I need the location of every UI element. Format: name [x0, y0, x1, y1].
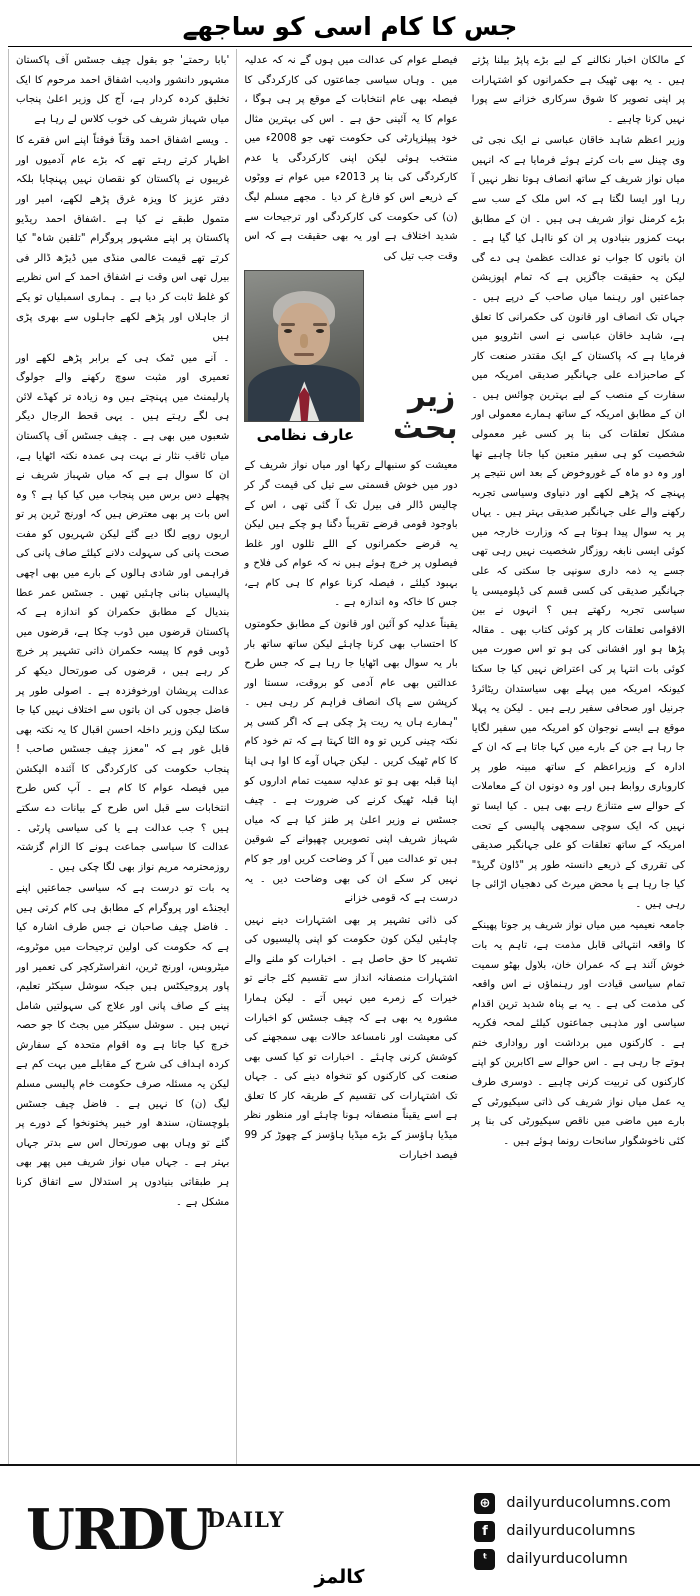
- facebook-handle: dailyurducolumns: [506, 1523, 636, 1539]
- author-name: عارف نظامی: [256, 426, 355, 445]
- column-section-label: زیر بحث: [393, 379, 458, 446]
- paragraph: معیشت کو سنبھالے رکھا اور میاں نواز شریف کے دور میں خوش قسمتی سے تیل کی قیمت گر کر چالیس ڈالر فی بیرل تک آ گئی تھی ، اس کے باوجود قومی قرضے تقریباً دگنا ہو چکے ہیں لیکن یہ قرضے حکمرانوں کے اللے تللوں اور غلط فیصلوں پر خرچ ہوئے ہیں نہ کہ عوام کی فلاح و بہبود کیلئے ، فیصلہ کرنا عوام کا ہی کام ہے، جس کا خاکہ وہ اندازہ ہے ۔: [244, 460, 458, 609]
- article-column-1: [8, 49, 236, 1479]
- social-link-twitter[interactable]: [474, 1549, 671, 1570]
- paragraph: وزیر اعظم شاہد خاقان عباسی نے ایک نجی ٹی وی چینل سے بات کرتے ہوئے فرمایا ہے کہ انہیں میاں نواز شریف کے ساتھ انصاف ہوتا نظر نہیں آ رہا اور ایسا لگتا ہے کہ اس ملک کے سب سے بڑے کرمنل نواز شریف ہی ہیں ۔ ان کے مطابق بہت کمزور بنیادوں پر ان کو نااہل کیا گیا ہے ۔ ان باتوں کا جواب تو عدالت عظمیٰ ہی دے گی لیکن یہ حقیقت جاگزیں ہے کہ تمام اپوزیشن جماعتیں اور رہنما میاں صاحب کے درپے ہیں ۔ جہاں تک انصاف اور قانون کی حکمرانی کا تعلق ہے، شاہد خاقان عباسی نے اسی انٹرویو میں فرمایا ہے کہ پاکستان کے ایک مقتدر صنعت کار کے صاحبزادے علی جہانگیر صدیقی امریکہ میں سفارت کے منصب کے لیے بہترین چوائس ہیں ۔ ان کے مطابق امریکہ کے ساتھ ہمارے معمولی اور مشکل تعلقات کی بنا پر کسی غیر معمولی شخصیت کو ہی سفیر متعین کیا جانا چاہیے تھا اور وہ دو ماہ کے غوروخوض کے بعد اس نتیجے پر پہنچے کہ پڑھے لکھے اور دنیاوی وسیاسی تجربہ رکھنے والے علی جہانگیر صدیقی بہتر ہیں ۔ یہاں پر یہ سوال پیدا ہوتا ہے کہ وزارت خارجہ میں کوئی ایسی نابغہ روزگار شخصیت نہیں رہی تھی جسے یہ ذمہ داری سونپی جا سکتی کہ علی جہانگیر صدیقی کی کسی قسم کی ڈپلومیسی یا سیاسی تجربہ رکھتے ہیں ؟ انہوں نے بین الاقوامی تعلقات کار پر کوئی کتاب بھی ۔ مقالہ پڑھا ہو اور افشانی کی ہو تو اس صورت میں کوئی بات انتہا پر کی اعتراض نہیں کیا جا سکتا کیونکہ امریکہ میں پہلے بھی سیاستدان ریٹائرڈ جرنیل اور صحافی سفیر رہے ہیں ۔ لیکن یہ پہلا موقع ہے ایسے نوجوان کو امریکہ میں سفیر لگایا جا رہا ہے جن کے بارے میں کہا جاتا ہے کہ ان کے ادارہ کے وزیراعظم کے ساتھ مبینہ طور پر کاروباری روابط ہیں اور وہ دونوں ان کے معاملات کے حوالے سے متنازع رہے بھی ہیں ۔ کیا ایسا تو نہیں کہ ایک سوچی سمجھی پالیسی کے تحت امریکہ کے ساتھ تعلقات کو علی جہانگیر صدیقی کی تقرری کے ذریعے دانستہ طور پر "ڈاون گریڈ" کیا جا رہا ہے یا محض میرٹ کی دھجیاں اڑائی جا رہی ہیں ۔: [471, 135, 685, 910]
- author-block: [244, 270, 457, 450]
- twitter-icon: ᵗ: [474, 1549, 495, 1570]
- site-logo[interactable]: [26, 1497, 285, 1564]
- paragraph: فیصلے عوام کی عدالت میں ہوں گے نہ کہ عدلیہ میں ۔ وہاں سیاسی جماعتوں کی کارکردگی کا فیصلہ بھی عام انتخابات کے موقع پر ہی ہوگا ، عوام کا یہ آئینی حق ہے ۔ اس کی بہترین مثال خود پیپلزپارٹی کی حکومت تھی جو 2008ء میں منتخب ہوئی لیکن اپنی کارکردگی یا عدم کارکردگی کی بنا پر 2013ء میں عوام نے ووٹوں کے ذریعے اس کو فارغ کر دیا ۔ مجھے مسلم لیگ (ن) کی حکومت کی کارکردگی اور ترجیحات سے شدید اختلاف ہے اور یہ بھی حقیقت ہے کہ اس وقت جب تیل کی: [244, 55, 458, 262]
- twitter-handle: dailyurducolumn: [506, 1551, 628, 1567]
- social-link-facebook[interactable]: [474, 1521, 671, 1542]
- paragraph: کی ذاتی تشہیر پر بھی اشتہارات دینے نہیں چاہئیں لیکن کون حکومت کو اپنی پالیسیوں کی تشہیر کا حق حاصل ہے ۔ اخبارات کو ملنے والے اشتہارات منصفانہ انداز سے تقسیم کئے جانے تو خیرات کے زمرے میں نہیں آتے ۔ لیکن ہمارا مشورہ یہ بھی ہے کہ چیف جسٹس کو اخبارات کی معیشت اور نامساعد حالات بھی سمجھنے کی کوشش کرنی چاہئے ۔ اخبارات تو کیا کسی بھی صنعت کی کارکنوں کو تنخواہ دینے کی ۔ جہاں تک اشتہارات کی تقسیم کے طریقہ کار کا تعلق ہے اسے یقیناً منصفانہ ہونا چاہئے اور منظور نظر میڈیا ہاؤسز کے بڑے میڈیا ہاؤسز کے چھوڑ کر 99 فیصد اخبارات: [244, 914, 458, 1161]
- logo-urdu-word: کالمز: [314, 1566, 365, 1588]
- paragraph: یہ بات تو درست ہے کہ سیاسی جماعتیں اپنے ایجنڈے اور پروگرام کے مطابق ہی کام کرتی ہیں ۔ فاضل چیف صاحبان نے جس طرف اشارہ کیا ہے کہ حکومت کی اولین ترجیحات میں موٹروے، میٹروبس، اورنج ٹرین، انفراسٹرکچر کی تعمیر اور پاور پروجیکٹس ہیں جبکہ سوشل سیکٹر تعلیم، پینے کے صاف پانی اور علاج کی سہولتیں شامل نہیں ہیں ۔ سوشل سیکٹر میں بجٹ کا جو حصہ خرچ کیا جاتا ہے وہ اقوام متحدہ کے سفارش کردہ اہداف کی شرح کے مقابلے میں بہت کم ہے لیکن یہ مسئلہ صرف حکومت خام پالیسی مسلم لیگ (ن) کا نہیں ہے ۔ فاضل چیف جسٹس بلوچستان، سندھ اور خیبر پختونخوا کے دورے پر گئے تو وہاں بھی صورتحال اس سے بدتر جہاں بہتر ہے ۔ جہاں میاں نواز شریف میں پھر بھی ہر طبقاتی بنیادوں پر استدلال سے اتفاق کرنا مشکل ہے ۔: [16, 883, 230, 1208]
- page-footer: [0, 1464, 700, 1596]
- article-column-2: [236, 49, 464, 1479]
- paragraph: کے مالکان اخبار نکالنے کے لیے بڑے پاپڑ بیلنا پڑتے ہیں ۔ یہ بھی ٹھیک ہے حکمرانوں کو اشتہارات پر اپنی تصویر کا شوق سرکاری خزانے سے پورا نہیں کرنا چاہیے ۔: [471, 55, 685, 125]
- website-url: dailyurducolumns.com: [506, 1495, 671, 1511]
- headline-bar: [8, 6, 692, 47]
- social-links: [474, 1493, 671, 1570]
- logo-main-text: URDU: [26, 1497, 211, 1564]
- paragraph: یقیناً عدلیہ کو آئین اور قانون کے مطابق حکومتوں کا احتساب بھی کرنا چاہئے لیکن ساتھ ساتھ بار بار یہ سوال بھی اٹھایا جا رہا ہے کہ جس طرح عدالتیں بھی عام آدمی کو بروقت، سستا اور کرپشن سے پاک انصاف فراہم کر رہی ہیں ۔ "ہمارے ہاں یہ ریت پڑ چکی ہے کہ اگر کسی پر نکتہ چینی کریں تو وہ الٹا کہتا ہے کہ تم خود کام کا کام ٹھیک کریں ۔ لیکن جہاں آوے کا اوا ہی اپنا اپنا قبلہ بھی ہو تو عدلیہ سمیت تمام اداروں کو اپنا قبلہ ٹھیک کرنے کی ضرورت ہے ۔ چیف جسٹس نے وزیر اعلیٰ پر طنز کیا ہے کہ میاں شہباز شریف اپنی تصویریں چھپوانے کے شوقین ہیں تو عدالت میں آ کر وضاحت کریں اور جو کام نہیں کر سکے ان کی بھی وضاحت دیں ۔ یہ درست ہے کہ قومی خزانے: [244, 618, 458, 905]
- paragraph: ۔ ویسے اشفاق احمد وقتاً فوقتاً اپنے اس فقرے کا اظہار کرتے رہتے تھے کہ بڑے عام آدمیوں اور غریبوں نے پاکستان کو نقصان نہیں پہنچایا بلکہ دفتر عزیز کا ویزہ غرق پڑھے لکھے، امیر اور متمول طبقے نے کیا ہے ۔اشفاق احمد ریڈیو پاکستان پر اپنے مشہور پروگرام "تلقین شاہ" کیا کرتے تھے قیمت عالمی منڈی میں ڈیڑھ ڈالر فی بیرل تھی اس وقت نے اشفاق احمد کے اس نظریے کو غلط ثابت کر دیا ہے ۔ ہماری اسمبلیاں تو یکے از جاہلاں اور پڑھے لکھے جاہلوں سے بھری پڑی ہیں: [16, 135, 230, 343]
- paragraph: 'بابا رحمتے' جو بقول چیف جسٹس آف پاکستان مشہور دانشور وادیب اشفاق احمد مرحوم کا ایک تخلیق کردہ کردار ہے، آج کل وزیر اعلیٰ پنجاب میاں شہباز شریف کی خوب کلاس لے رہا ہے: [16, 55, 230, 125]
- logo-daily-text: DAILY: [206, 1507, 285, 1533]
- facebook-icon: f: [474, 1521, 495, 1542]
- social-link-website[interactable]: [474, 1493, 671, 1514]
- paragraph: ۔ آنے میں ٹمک ہی کے برابر پڑھے لکھے اور تعمیری اور مثبت سوچ رکھنے والے جولوگ پارلیمنٹ میں پہنچتے ہیں وہ زیادہ تر کھڈے لائن ہی لگے رہتے ہیں ۔ یہی قحط الرجال دیگر شعبوں میں بھی ہے ۔ چیف جسٹس آف پاکستان میاں ثاقب نثار نے بہت ہی عمدہ نکتہ اٹھایا ہے، ان کا سوال ہے ہے کہ میاں شہباز شریف نے پچھلے دس برس میں پنجاب میں کیا کیا ہے ؟ وہ اس بات پر بھی معترض ہیں کہ اورنج ٹرین پر تو اربوں روپے لگا دیے گئے لیکن شہریوں کو مفت صحت پانی کی سہولت دلانے کیلئے صاف پانی کی فراہمی اور شادی ہالوں کے بارے میں بھی اچھی پالیسیاں بنانی چاہئیں تھیں ۔ جسٹس عمر عطا بندیال کے مطابق حکمران کو اندازہ ہے کہ پاکستان قرضوں میں ڈوب چکا ہے، قرضوں میں ڈوبی قوم کا پیسہ حکمران ذاتی تشہیر پر خرچ کر رہے ہیں ، قرضوں کی صورتحال دیکھ کر عدالت پریشان اورخوفزدہ ہے ۔ اصولی طور پر فاضل ججوں کی ان باتوں سے اختلاف نہیں کیا جا سکتا لیکن وزیر داخلہ احسن اقبال کا یہ نکتہ بھی قابل غور ہے کہ "معزز چیف جسٹس صاحب ! پنجاب حکومت کی کارکردگی کا آئندہ الیکشن میں فیصلہ عوام کا کام ہے ۔ آپ کس طرح انتخابات سے قبل اس طرح کے بیانات دے سکتے ہیں ؟ جب عدالت ہے یا کی سیاسی پارٹی ۔ عدالت کا سیاسی جماعت ہونے کا الزام گزشتہ روزمحترمہ مریم نواز بھی لگا چکی ہیں ۔: [16, 352, 230, 873]
- article-column-3: [465, 49, 692, 1479]
- paragraph: جامعہ نعیمیہ میں میاں نواز شریف پر جوتا پھینکے کا واقعہ انتہائی قابل مذمت ہے، تاہم یہ بات خوش آئند ہے کہ عمران خان، بلاول بھٹو سمیت تمام سیاسی قیادت اور رہنماؤں نے اس واقعہ کی مذمت کی ہے ۔ یہ بے پناہ شدید ترین اقدام سیاسی اور مذہبی جماعتوں کیلئے لمحہ فکریہ ہے ۔ کارکنوں میں برداشت اور رواداری ختم ہوتے جا رہی ہے ۔ اس حوالے سے اکابرین کو اپنے کارکنوں کی تربیت کرنی چاہیے ۔ دوسری طرف یہ عمل میاں نواز شریف کی ذاتی سیکیورٹی کے بارے میں ماضی میں ناقص سیکیورٹی کی بنا پر کئی ناخوشگوار سانحات رونما ہوئے ہیں ۔: [471, 920, 685, 1147]
- page-title: جس کا کام اسی کو ساجھے: [182, 11, 518, 41]
- author-portrait: [244, 270, 364, 422]
- globe-icon: ⊕: [474, 1493, 495, 1514]
- article-columns: [8, 49, 692, 1479]
